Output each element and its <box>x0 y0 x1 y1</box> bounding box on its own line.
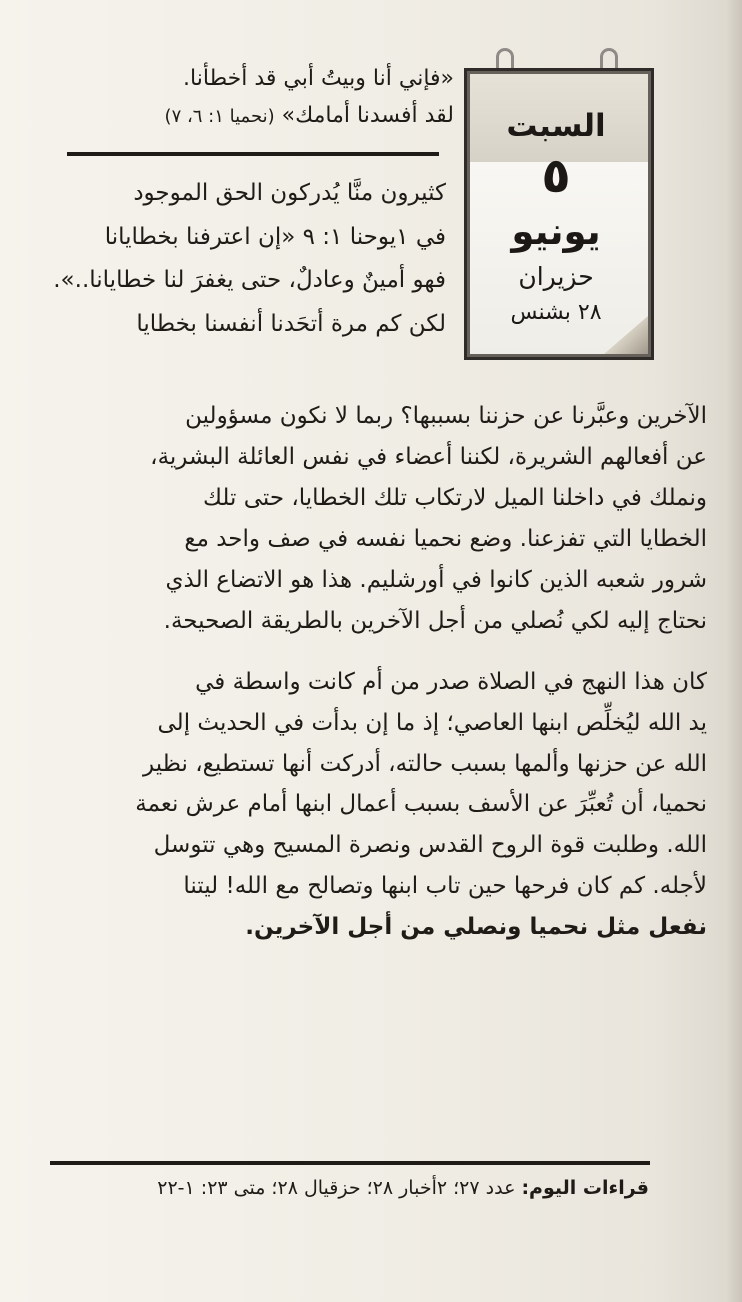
body-line: يد الله ليُخلِّص ابنها العاصي؛ إذ ما إن بدأت في الحديث إلى <box>157 709 707 736</box>
calendar-day-number: ٥ <box>541 148 571 204</box>
quote-line-2-text: لقد أفسدنا أمامك» <box>281 103 454 129</box>
body-line: الله. وطلبت قوة الروح القدس ونصرة المسيح وهي تتوسل <box>153 832 707 859</box>
daily-readings <box>49 1175 649 1202</box>
body-line: عن أفعالهم الشريرة، لكننا أعضاء في نفس العائلة البشرية، <box>150 443 707 470</box>
readings-divider <box>50 1161 650 1165</box>
verse-quote <box>94 60 454 135</box>
calendar-month-name: يونيو <box>511 210 601 253</box>
readings-text: عدد ٢٧؛ ٢أخبار ٢٨؛ حزقيال ٢٨؛ متى ٢٣: ١-٢٢ <box>157 1177 516 1199</box>
body-line: الله عن حزنها وألمها بسبب حالته، أدركت أنها تستطيع، نظير <box>143 750 707 777</box>
body-line-emphasis: نفعل مثل نحميا ونصلي من أجل الآخرين. <box>245 914 707 941</box>
calendar-coptic-date: ٢٨ بشنس <box>510 300 602 325</box>
calendar-date-box <box>458 48 654 360</box>
paragraph-spacer <box>63 642 707 662</box>
calendar-month-syriac: حزيران <box>518 262 594 291</box>
readings-label: قراءات اليوم: <box>521 1177 649 1199</box>
intro-line: في ١يوحنا ١: ٩ «إن اعترفنا بخطايانا <box>104 223 446 250</box>
intro-line: فهو أمينٌ وعادلٌ، حتى يغفرَ لنا خطايانا..». <box>53 267 446 294</box>
quote-line-2 <box>94 97 454 134</box>
body-line: نحميا، أن تُعبِّرَ عن الأسف بسبب أعمال ابنها أمام عرش نعمة <box>135 791 707 818</box>
main-body-text <box>63 396 707 948</box>
quote-divider <box>67 152 439 156</box>
body-line: لأجله. كم كان فرحها حين تاب ابنها وتصالح مع الله! ليتنا <box>183 873 707 900</box>
body-line: شرور شعبه الذين كانوا في أورشليم. هذا هو الاتضاع الذي <box>165 566 707 593</box>
body-line: الآخرين وعبَّرنا عن حزننا بسببها؟ ربما لا نكون مسؤولين <box>185 403 707 429</box>
quote-line-1: «فإني أنا وبيتُ أبي قد أخطأنا. <box>183 66 454 91</box>
body-line: ونملك في داخلنا الميل لارتكاب تلك الخطايا، حتى تلك <box>203 484 707 511</box>
body-line: الخطايا التي تفزعنا. وضع نحميا نفسه في صف واحد مع <box>184 525 707 552</box>
body-line: كان هذا النهج في الصلاة صدر من أم كانت واسطة في <box>195 668 707 695</box>
intro-line: كثيرون منَّا يُدركون الحق الموجود <box>133 180 446 206</box>
intro-line: لكن كم مرة أتحَدنا أنفسنا بخطايا <box>136 311 446 338</box>
page-edge-shadow <box>726 0 742 1302</box>
intro-text-block <box>53 172 446 347</box>
quote-reference: (نحميا ١: ٦، ٧) <box>164 106 275 128</box>
calendar-weekday: السبت <box>506 108 606 144</box>
body-line: نحتاج إليه لكي نُصلي من أجل الآخرين بالطريقة الصحيحة. <box>163 607 707 634</box>
